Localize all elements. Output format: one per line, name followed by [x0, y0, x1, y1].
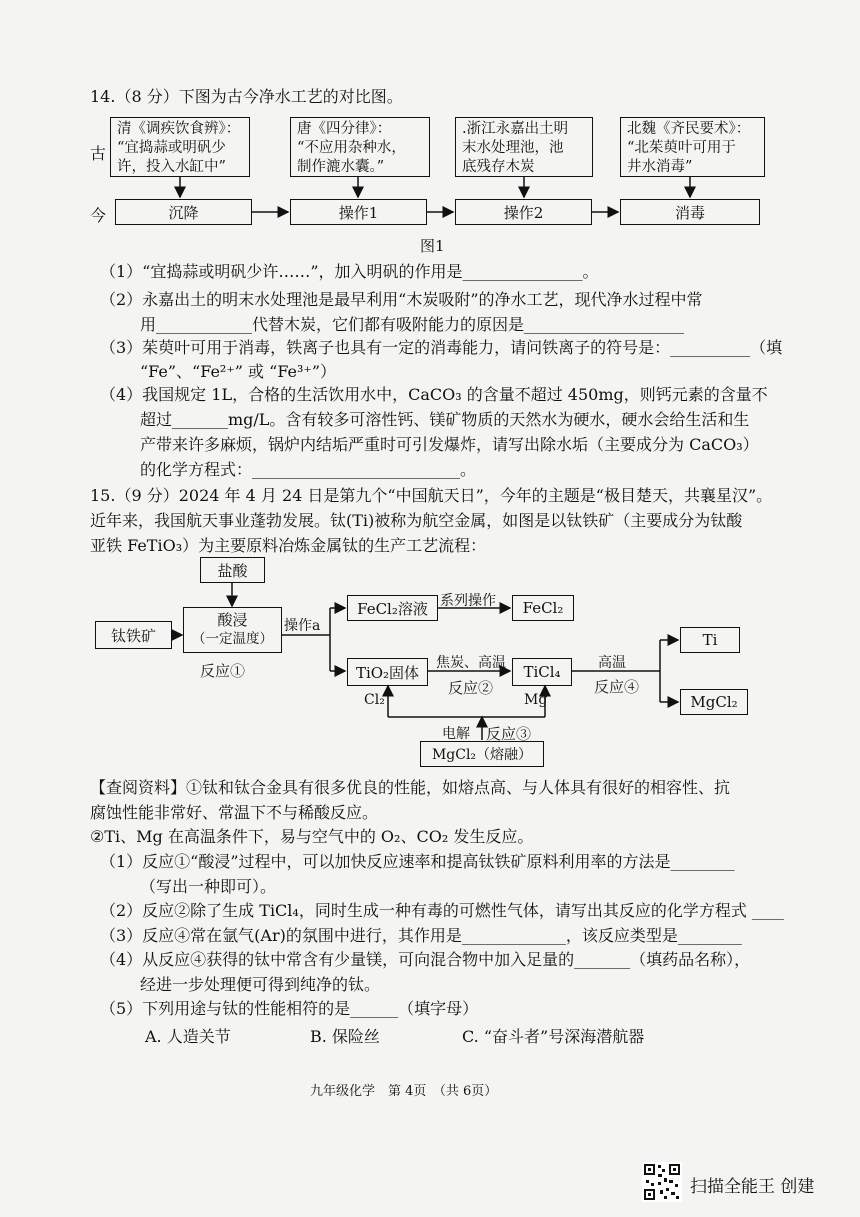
- modern-step-1: 沉降: [115, 199, 252, 225]
- q14-question-3: （3）茱萸叶可用于消毒，铁离子也具有一定的消毒能力，请问铁离子的符号是：__________（填: [100, 338, 783, 357]
- ancient-box-3-line: 末水处理池，池: [462, 140, 564, 156]
- q15-question-3: （3）反应④常在氩气(Ar)的氛围中进行，其作用是_____________，该反应类型是________: [100, 926, 742, 945]
- hcl-box: 盐酸: [200, 557, 265, 583]
- reaction4-label: 反应④: [594, 678, 640, 696]
- q14-question-4-cont: 产带来许多麻烦，锅炉内结垢严重时可引发爆炸，请写出除水垢（主要成分为 CaCO₃）: [140, 435, 759, 454]
- ti-box: Ti: [680, 627, 740, 653]
- q15-intro: 近年来，我国航天事业蓬勃发展。钛(Ti)被称为航空金属，如图是以钛铁矿（主要成分为钛酸: [90, 511, 743, 530]
- ancient-box-1-line: “宜捣蒜或明矾少: [117, 140, 226, 156]
- watermark-text: 扫描全能王 创建: [690, 1177, 815, 1197]
- q15-intro: 亚铁 FeTiO₃）为主要原料冶炼金属钛的生产工艺流程：: [90, 536, 487, 555]
- mgcl2-box: MgCl₂: [680, 689, 748, 715]
- ancient-box-4-line: “北茱萸叶可用于: [627, 140, 736, 156]
- modern-row-label: 今: [90, 206, 107, 225]
- q15-intro: 15.（9 分）2024 年 4 月 24 日是第九个“中国航天日”，今年的主题是“极目楚天，共襄星汉”。: [90, 486, 773, 505]
- modern-step-2: 操作1: [290, 199, 427, 225]
- fecl2-box: FeCl₂: [512, 595, 574, 621]
- q14-question-3-cont: “Fe”、“Fe²⁺” 或 “Fe³⁺”）: [140, 362, 337, 381]
- reaction2-label: 反应②: [448, 679, 494, 697]
- operation-a-label: 操作a: [284, 618, 321, 634]
- ancient-row-label: 古: [90, 144, 107, 163]
- reaction1-label: 反应①: [200, 662, 246, 680]
- q14-question-2: （2）永嘉出土的明末水处理池是最早利用“木炭吸附”的净水工艺，现代净水过程中常: [100, 290, 703, 309]
- ancient-box-2-line: 制作漉水囊。”: [297, 159, 385, 175]
- series-operation-label: 系列操作: [440, 593, 496, 609]
- ancient-box-2-line: 唐《四分律》：: [297, 121, 392, 137]
- mg-label: Mg: [524, 692, 548, 708]
- ore-box: 钛铁矿: [95, 621, 172, 649]
- q15-question-4-cont: 经进一步处理便可得到纯净的钛。: [140, 975, 381, 994]
- ancient-box-3-line: .浙江永嘉出土明: [462, 121, 569, 137]
- q15-question-1-cont: （写出一种即可）。: [140, 877, 277, 896]
- page-footer: 九年级化学 第 4页 （共 6页）: [310, 1084, 498, 1099]
- ancient-box-1-line: 许，投入水缸中”: [117, 159, 226, 175]
- q15-question-4: （4）从反应④获得的钛中常含有少量镁，可向混合物中加入足量的_______（填药品名称），: [100, 950, 751, 969]
- fecl2-solution-box: FeCl₂溶液: [347, 595, 438, 621]
- q15-question-1: （1）反应①“酸浸”过程中，可以加快反应速率和提高钛铁矿原料利用率的方法是________: [100, 852, 735, 871]
- q14-question-2-cont: 用____________代替木炭，它们都有吸附能力的原因是____________________: [140, 315, 685, 334]
- ancient-box-4-line: 井水消毒”: [627, 159, 693, 175]
- acid-leach-condition: （一定温度）: [192, 631, 273, 647]
- q15-question-2: （2）反应②除了生成 TiCl₄，同时生成一种有毒的可燃性气体，请写出其反应的化学方程式 ____: [100, 901, 784, 920]
- figure-caption: 图1: [420, 237, 445, 255]
- reference-material: 【查阅资料】①钛和钛合金具有很多优良的性能，如熔点高、与人体具有很好的相容性、抗: [90, 778, 731, 797]
- q15-question-5: （5）下列用途与钛的性能相符的是______（填字母）: [100, 999, 479, 1018]
- q14-question-4: （4）我国规定 1L，合格的生活饮用水中，CaCO₃ 的含量不超过 450mg，则钙元素的含量不: [100, 385, 768, 404]
- modern-step-4: 消毒: [620, 199, 760, 225]
- ancient-box-3-line: 底残存木炭: [462, 159, 535, 175]
- ancient-box-4-line: 北魏《齐民要术》：: [627, 121, 751, 137]
- acid-leach-label: 酸浸: [217, 611, 248, 629]
- ticl4-box: TiCl₄: [512, 658, 572, 686]
- option-c: C. “奋斗者”号深海潜航器: [462, 1027, 645, 1046]
- q14-question-4-cont: 的化学方程式：__________________________。: [140, 460, 477, 479]
- electrolysis-label: 电解: [442, 726, 470, 742]
- ancient-box-1-line: 清《调疾饮食辨》：: [117, 121, 241, 137]
- modern-step-3: 操作2: [455, 199, 592, 225]
- high-temp-label: 高温: [598, 655, 626, 671]
- acid-leach-box: [183, 607, 282, 653]
- option-b: B. 保险丝: [310, 1027, 380, 1046]
- option-a: A. 人造关节: [145, 1027, 231, 1046]
- reference-material: ②Ti、Mg 在高温条件下，易与空气中的 O₂、CO₂ 发生反应。: [90, 827, 534, 846]
- reference-material: 腐蚀性能非常好、常温下不与稀酸反应。: [90, 803, 379, 822]
- qr-code-icon: [642, 1162, 682, 1202]
- ancient-box-2-line: “不应用杂种水，: [297, 140, 406, 156]
- q14-question-4-cont: 超过_______mg/L。含有较多可溶性钙、镁矿物质的天然水为硬水，硬水会给生活和生: [140, 410, 750, 429]
- molten-mgcl2-box: MgCl₂（熔融）: [420, 741, 544, 767]
- reaction3-label: 反应③: [486, 725, 532, 743]
- cl2-label: Cl₂: [364, 692, 385, 708]
- q14-question-1: （1）“宜捣蒜或明矾少许……”，加入明矾的作用是_______________。: [100, 262, 599, 281]
- coke-high-temp-label: 焦炭、高温: [436, 655, 506, 671]
- tio2-solid-box: TiO₂固体: [347, 658, 428, 686]
- q14-header: 14.（8 分）下图为古今净水工艺的对比图。: [90, 87, 403, 106]
